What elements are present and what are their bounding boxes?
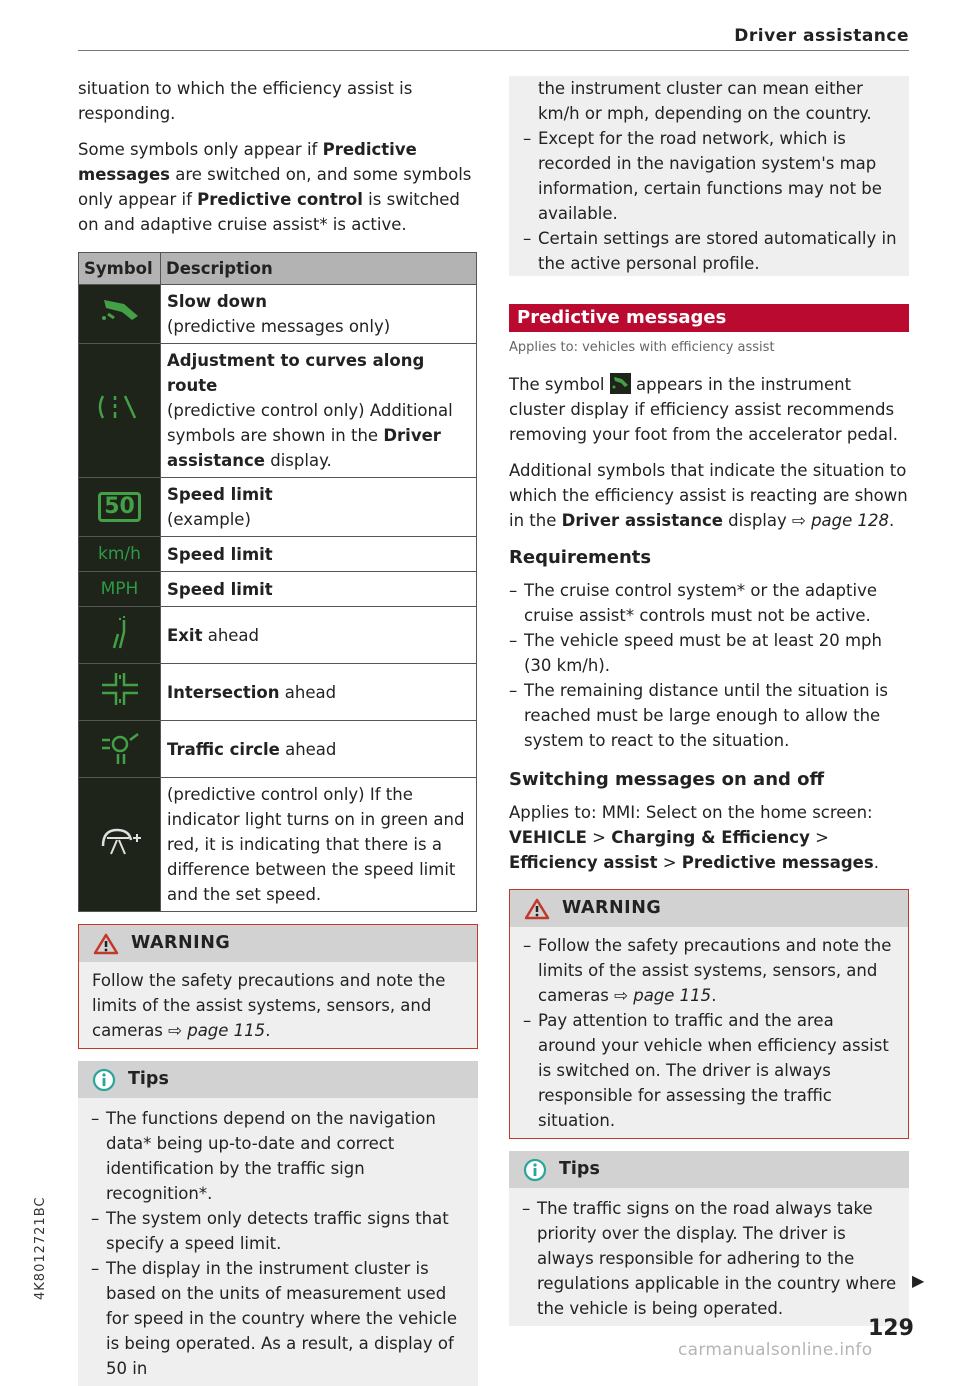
slow-down-symbol-icon xyxy=(610,373,631,394)
traffic-circle-icon xyxy=(79,721,161,778)
section-title: Driver assistance xyxy=(734,26,909,46)
right-column xyxy=(509,76,909,1326)
list-item: – The functions depend on the navigation data* being up-to-date and correct identification by the traffic sign recognition*. xyxy=(91,1106,466,1206)
table-row xyxy=(79,537,477,572)
warning-title: WARNING xyxy=(131,933,231,953)
tips-header xyxy=(78,1061,478,1098)
slow-down-icon xyxy=(79,285,161,344)
table-row xyxy=(79,664,477,721)
warning-body xyxy=(510,927,908,1138)
page-link[interactable]: ⇨ page 115 xyxy=(168,1021,266,1040)
table-row xyxy=(79,344,477,478)
col-symbol-header: Symbol xyxy=(79,253,161,285)
intro-paragraph-1: situation to which the efficiency assist is responding. xyxy=(78,79,413,123)
speed-difference-icon xyxy=(79,778,161,912)
side-code: 4K8012721BC xyxy=(33,1196,48,1300)
warning-header xyxy=(510,890,908,927)
switching-paragraph: Applies to: MMI: Select on the home screen: VEHICLE > Charging & Efficiency > Efficiency assist > Predictive messages. xyxy=(509,803,879,872)
continuation-text: the instrument cluster can mean either km/h or mph, depending on the country. xyxy=(538,79,872,123)
row-description: Speed limit (example) xyxy=(161,478,477,537)
intersection-icon xyxy=(79,664,161,721)
table-row xyxy=(79,572,477,607)
warning-title: WARNING xyxy=(562,898,662,918)
table-row xyxy=(79,607,477,664)
row-description: Adjustment to curves along route (predictive control only) Additional symbols are shown in the Driver assistance display. xyxy=(161,344,477,478)
warning-header xyxy=(79,925,477,962)
row-description: Traffic circle ahead xyxy=(161,721,477,778)
warning-list xyxy=(523,933,896,1133)
tips-body xyxy=(509,1188,909,1326)
info-icon xyxy=(92,1068,116,1092)
table-row xyxy=(79,285,477,344)
warning-body: Follow the safety precautions and note the limits of the assist systems, sensors, and cameras ⇨ page 115. xyxy=(79,962,477,1048)
page-link[interactable]: ⇨ page 128 xyxy=(792,511,890,530)
tips-box xyxy=(509,1151,909,1326)
kmh-icon: km/h xyxy=(79,537,161,572)
warning-triangle-icon xyxy=(524,898,550,920)
warning-box xyxy=(78,924,478,1049)
list-item: – The remaining distance until the situation is reached must be large enough to allow the system to react to the situation. xyxy=(509,678,909,753)
switching-heading: Switching messages on and off xyxy=(509,769,825,790)
watermark: carmanualsonline.info xyxy=(678,1340,873,1360)
col-description-header: Description xyxy=(161,253,477,285)
header-rule xyxy=(78,50,909,51)
list-item: – Pay attention to traffic and the area around your vehicle when efficiency assist is switched on. The driver is always responsible for assessing the traffic situation. xyxy=(523,1008,896,1133)
predictive-messages-heading: Predictive messages xyxy=(509,304,909,332)
table-header-row xyxy=(79,253,477,285)
tips-body xyxy=(78,1098,478,1386)
tips-box xyxy=(78,1061,478,1386)
exit-icon xyxy=(79,607,161,664)
row-description: (predictive control only) If the indicator light turns on in green and red, it is indicating that there is a difference between the speed limit and the set speed. xyxy=(161,778,477,912)
table-row xyxy=(79,721,477,778)
list-item: – The system only detects traffic signs that specify a speed limit. xyxy=(91,1206,466,1256)
predictive-paragraph-1: The symbol appears in the instrument cluster display if efficiency assist recommends removing your foot from the accelerator pedal. xyxy=(509,375,898,444)
table-row xyxy=(79,778,477,912)
tips-continuation xyxy=(509,76,909,276)
tips-list xyxy=(91,1106,466,1381)
row-description: Speed limit xyxy=(161,572,477,607)
list-item: – Except for the road network, which is recorded in the navigation system's map information, certain functions may not be available. xyxy=(523,126,897,226)
page-link[interactable]: ⇨ page 115 xyxy=(614,986,712,1005)
list-item: – The vehicle speed must be at least 20 mph (30 km/h). xyxy=(509,628,909,678)
continuation-list xyxy=(523,126,897,276)
symbol-table xyxy=(78,252,477,912)
table-row xyxy=(79,478,477,537)
list-item: – The display in the instrument cluster is based on the units of measurement used for speed in the country where the vehicle is being operated. As a result, a display of 50 in xyxy=(91,1256,466,1381)
warning-box xyxy=(509,889,909,1139)
list-item: – The traffic signs on the road always take priority over the display. The driver is always responsible for adhering to the regulations applicable in the country where the vehicle is being operated. xyxy=(522,1196,897,1321)
list-item: – The cruise control system* or the adaptive cruise assist* controls must not be active. xyxy=(509,578,909,628)
row-description: Exit ahead xyxy=(161,607,477,664)
tips-header xyxy=(509,1151,909,1188)
info-icon xyxy=(523,1158,547,1182)
row-description: Intersection ahead xyxy=(161,664,477,721)
requirements-list xyxy=(509,578,909,753)
mph-icon: MPH xyxy=(79,572,161,607)
list-item: – Follow the safety precautions and note the limits of the assist systems, sensors, and cameras ⇨ page 115. xyxy=(523,933,896,1008)
list-item: – Certain settings are stored automatically in the active personal profile. xyxy=(523,226,897,276)
continue-arrow-icon: ▶ xyxy=(912,1271,925,1290)
speed-limit-50-icon: 50 xyxy=(79,478,161,537)
page-number: 129 xyxy=(868,1316,914,1341)
tips-title: Tips xyxy=(559,1159,600,1179)
tips-title: Tips xyxy=(128,1069,169,1089)
row-description: Slow down (predictive messages only) xyxy=(161,285,477,344)
requirements-heading: Requirements xyxy=(509,547,652,568)
warning-triangle-icon xyxy=(93,933,119,955)
curves-icon xyxy=(79,344,161,478)
left-column xyxy=(78,76,478,1386)
applies-note: Applies to: vehicles with efficiency assist xyxy=(509,340,775,355)
intro-paragraph-2: Some symbols only appear if Predictive messages are switched on, and some symbols only appear if Predictive control is switched on and adaptive cruise assist* is active. xyxy=(78,140,472,234)
tips-list xyxy=(522,1196,897,1321)
row-description: Speed limit xyxy=(161,537,477,572)
predictive-paragraph-2: Additional symbols that indicate the situation to which the efficiency assist is reacting are shown in the Driver assistance display ⇨ page 128. xyxy=(509,461,908,530)
